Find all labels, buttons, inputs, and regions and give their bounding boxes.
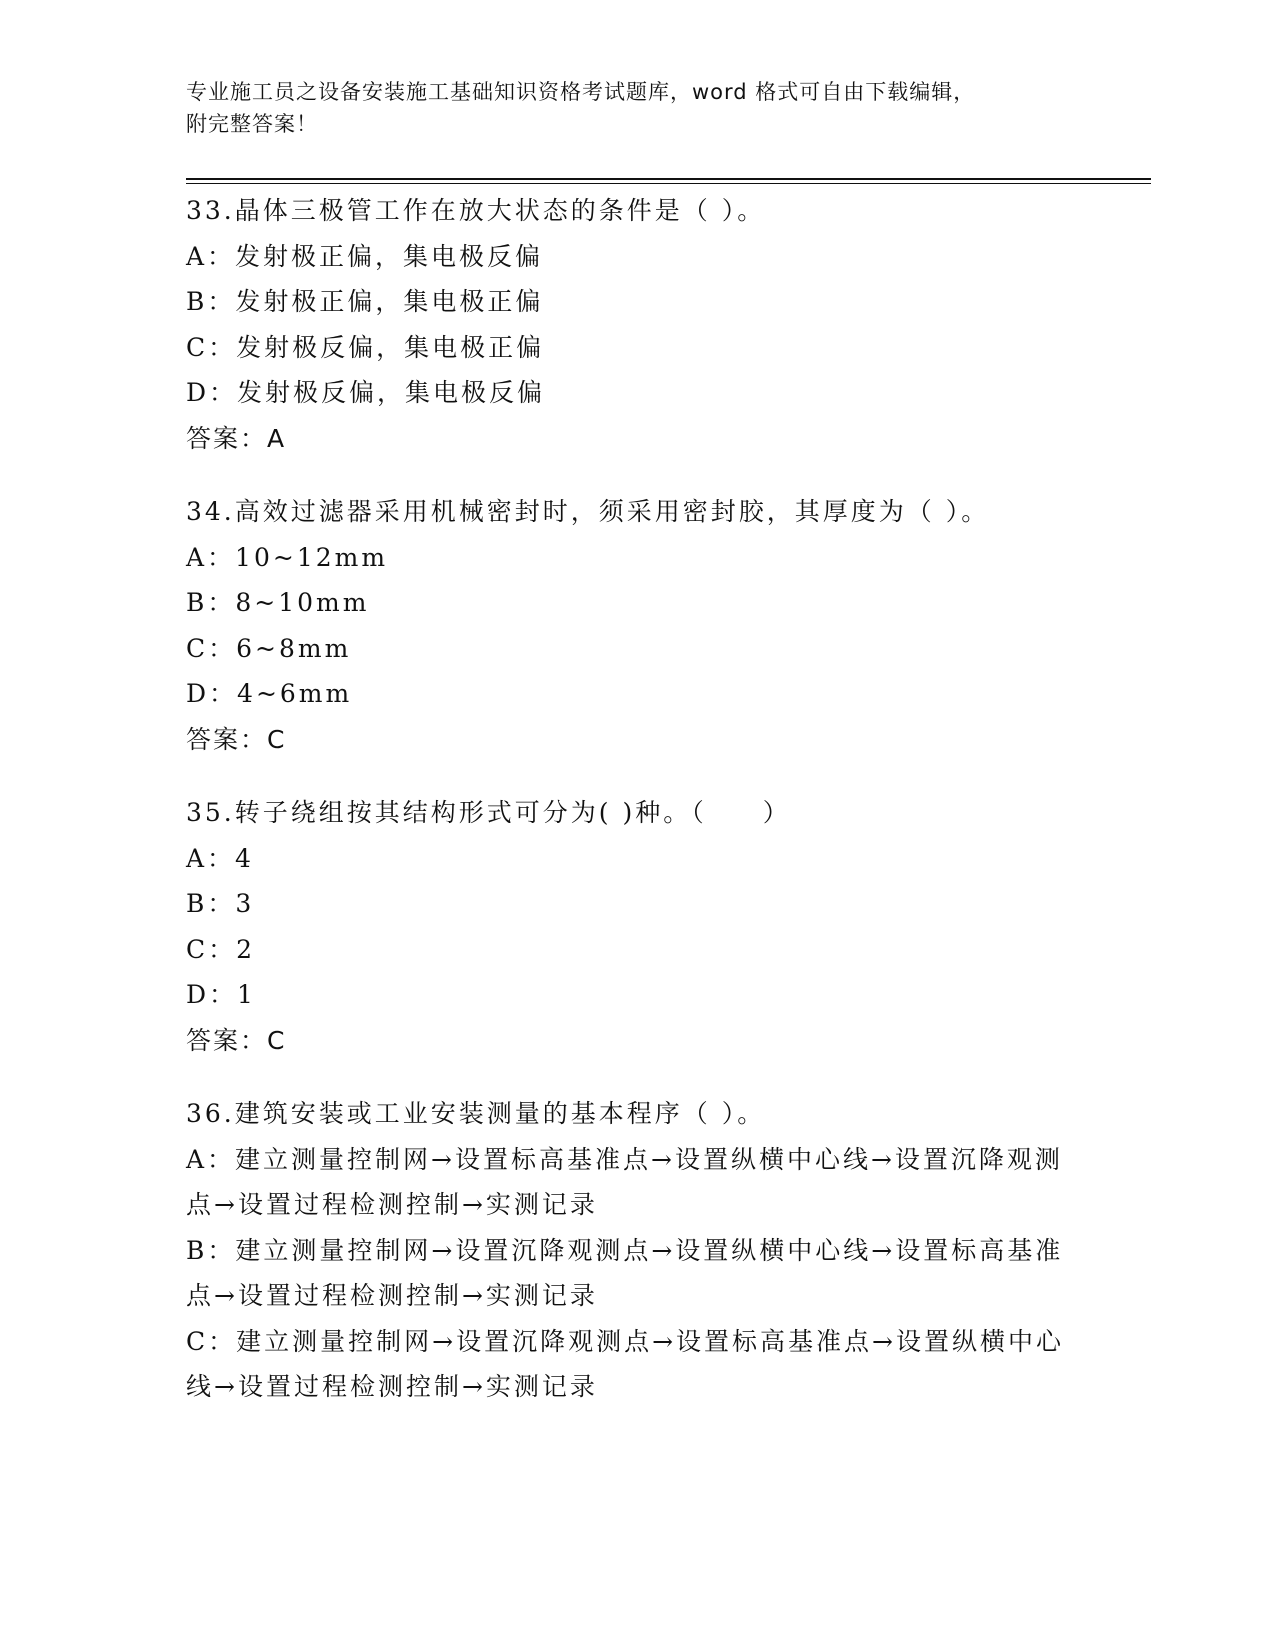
answer-text: 答案：A: [186, 423, 287, 453]
question-34: [186, 489, 1086, 762]
option-c: C：6~8mm: [186, 633, 352, 663]
option-a: A：10~12mm: [186, 542, 389, 572]
option-c: C：建立测量控制网→设置沉降观测点→设置标高基准点→设置纵横中心线→设置过程检测控制→实测记录: [186, 1326, 1064, 1401]
document-header: [186, 76, 1086, 140]
option-b: B：8~10mm: [186, 588, 370, 617]
question-stem: 34.高效过滤器采用机械密封时，须采用密封胶，其厚度为（ ）。: [186, 497, 990, 526]
question-list: [186, 188, 1086, 1438]
answer-text: 答案：C: [186, 724, 287, 754]
option-d: D：1: [186, 980, 256, 1009]
option-b: B：3: [186, 889, 255, 918]
option-b: B：发射极正偏，集电极正偏: [186, 287, 544, 316]
header-divider: [186, 178, 1151, 184]
option-c: C：发射极反偏，集电极正偏: [186, 332, 545, 362]
question-stem: 35.转子绕组按其结构形式可分为( )种。（ ）: [186, 798, 791, 827]
document-page: [186, 0, 1146, 1650]
question-stem: 36.建筑安装或工业安装测量的基本程序（ ）。: [186, 1099, 766, 1128]
option-a: A：发射极正偏，集电极反偏: [186, 241, 544, 271]
option-c: C：2: [186, 934, 256, 964]
option-a: A：4: [186, 843, 254, 873]
header-line-2: 附完整答案！: [186, 112, 318, 136]
header-line-1: 专业施工员之设备安装施工基础知识资格考试题库，word 格式可自由下载编辑，: [186, 80, 976, 104]
option-b: B：建立测量控制网→设置沉降观测点→设置纵横中心线→设置标高基准点→设置过程检测控制→实测记录: [186, 1235, 1064, 1310]
question-33: [186, 188, 1086, 461]
option-d: D：发射极反偏，集电极反偏: [186, 378, 546, 407]
question-36: [186, 1091, 1086, 1410]
question-stem: 33.晶体三极管工作在放大状态的条件是（ ）。: [186, 196, 766, 225]
answer-text: 答案：C: [186, 1025, 287, 1055]
option-a: A：建立测量控制网→设置标高基准点→设置纵横中心线→设置沉降观测点→设置过程检测控制→实测记录: [186, 1144, 1063, 1219]
option-d: D：4~6mm: [186, 679, 353, 708]
question-35: [186, 790, 1086, 1063]
